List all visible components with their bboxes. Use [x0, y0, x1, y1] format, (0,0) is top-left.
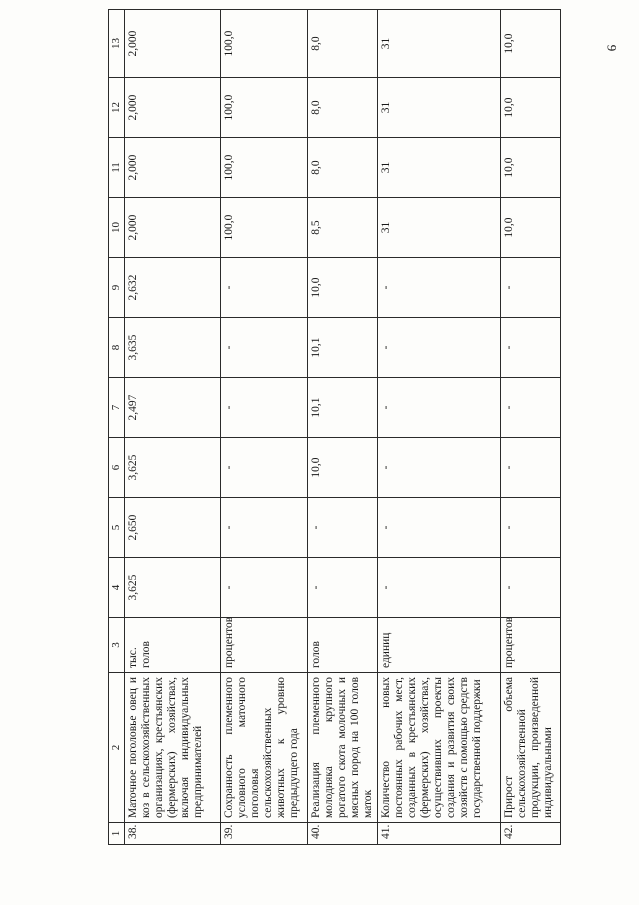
header-cell: 4	[109, 558, 125, 618]
value-cell: 31	[378, 10, 501, 78]
unit-cell: тыс. голов	[125, 618, 221, 673]
value-cell: 2,000	[125, 78, 221, 138]
indicator-name: Маточное поголовье овец и коз в сельскохозяйственных организациях, крестьянских (фермерских) хозяйствах, включая индивидуальных предпринимателей	[125, 673, 221, 823]
header-cell: 13	[109, 10, 125, 78]
row-number: 40.	[308, 823, 378, 845]
value-cell: -	[378, 438, 501, 498]
value-cell: 2,632	[125, 258, 221, 318]
value-cell: 8,5	[308, 198, 378, 258]
header-cell: 3	[109, 618, 125, 673]
indicator-name: Прирост объема сельскохозяйственной продукции, произведенной индивидуальными	[501, 673, 561, 823]
value-cell: -	[221, 558, 308, 618]
header-cell: 12	[109, 78, 125, 138]
value-cell: 3,625	[125, 558, 221, 618]
indicator-name: Сохранность племенного условного маточного поголовья сельскохозяйственных животных к уровню предыдущего года	[221, 673, 308, 823]
table-row	[125, 10, 221, 845]
value-cell: 2,000	[125, 198, 221, 258]
value-cell: 10,0	[501, 138, 561, 198]
value-cell: 100,0	[221, 198, 308, 258]
unit-cell: голов	[308, 618, 378, 673]
unit-cell: единиц	[378, 618, 501, 673]
row-number: 39.	[221, 823, 308, 845]
table-row	[378, 10, 501, 845]
value-cell: -	[501, 258, 561, 318]
value-cell: 100,0	[221, 78, 308, 138]
value-cell: 10,1	[308, 318, 378, 378]
value-cell: 8,0	[308, 138, 378, 198]
value-cell: 3,635	[125, 318, 221, 378]
value-cell: 10,0	[501, 78, 561, 138]
header-cell: 10	[109, 198, 125, 258]
value-cell: 2,000	[125, 10, 221, 78]
header-row	[109, 10, 125, 845]
indicator-name: Реализация племенного молодняка крупного рогатого скота молочных и мясных пород на 100 голов маток	[308, 673, 378, 823]
value-cell: 31	[378, 78, 501, 138]
page-number: 9	[604, 44, 620, 52]
rotated-table-wrapper	[108, 10, 554, 845]
header-cell: 9	[109, 258, 125, 318]
value-cell: 2,000	[125, 138, 221, 198]
value-cell: -	[501, 318, 561, 378]
value-cell: 10,1	[308, 378, 378, 438]
value-cell: 31	[378, 138, 501, 198]
value-cell: -	[378, 378, 501, 438]
header-cell: 2	[109, 673, 125, 823]
table-row	[501, 10, 561, 845]
value-cell: 100,0	[221, 138, 308, 198]
value-cell: -	[501, 558, 561, 618]
header-cell: 1	[109, 823, 125, 845]
value-cell: -	[221, 378, 308, 438]
value-cell: -	[378, 258, 501, 318]
value-cell: -	[378, 318, 501, 378]
value-cell: 10,0	[501, 10, 561, 78]
row-number: 38.	[125, 823, 221, 845]
value-cell: -	[221, 498, 308, 558]
value-cell: 10,0	[501, 198, 561, 258]
value-cell: -	[308, 498, 378, 558]
header-cell: 11	[109, 138, 125, 198]
header-cell: 6	[109, 438, 125, 498]
value-cell: 2,650	[125, 498, 221, 558]
unit-cell: процентов	[501, 618, 561, 673]
table-row	[308, 10, 378, 845]
table-row	[221, 10, 308, 845]
value-cell: -	[378, 498, 501, 558]
value-cell: -	[501, 378, 561, 438]
value-cell: 8,0	[308, 78, 378, 138]
value-cell: -	[221, 258, 308, 318]
value-cell: 8,0	[308, 10, 378, 78]
header-cell: 8	[109, 318, 125, 378]
value-cell: 31	[378, 198, 501, 258]
value-cell: -	[501, 498, 561, 558]
row-number: 42.	[501, 823, 561, 845]
value-cell: -	[221, 438, 308, 498]
unit-cell: процентов	[221, 618, 308, 673]
value-cell: 10,0	[308, 438, 378, 498]
value-cell: -	[378, 558, 501, 618]
value-cell: -	[501, 438, 561, 498]
value-cell: -	[221, 318, 308, 378]
value-cell: 10,0	[308, 258, 378, 318]
header-cell: 5	[109, 498, 125, 558]
value-cell: 3,625	[125, 438, 221, 498]
indicator-name: Количество новых постоянных рабочих мест, созданных в крестьянских (фермерских) хозяйствах, осуществивших проекты создания и развития своих хозяйств с помощью средств государственной поддержки	[378, 673, 501, 823]
value-cell: 2,497	[125, 378, 221, 438]
indicators-table	[108, 9, 561, 845]
value-cell: -	[308, 558, 378, 618]
value-cell: 100,0	[221, 10, 308, 78]
header-cell: 7	[109, 378, 125, 438]
row-number: 41.	[378, 823, 501, 845]
